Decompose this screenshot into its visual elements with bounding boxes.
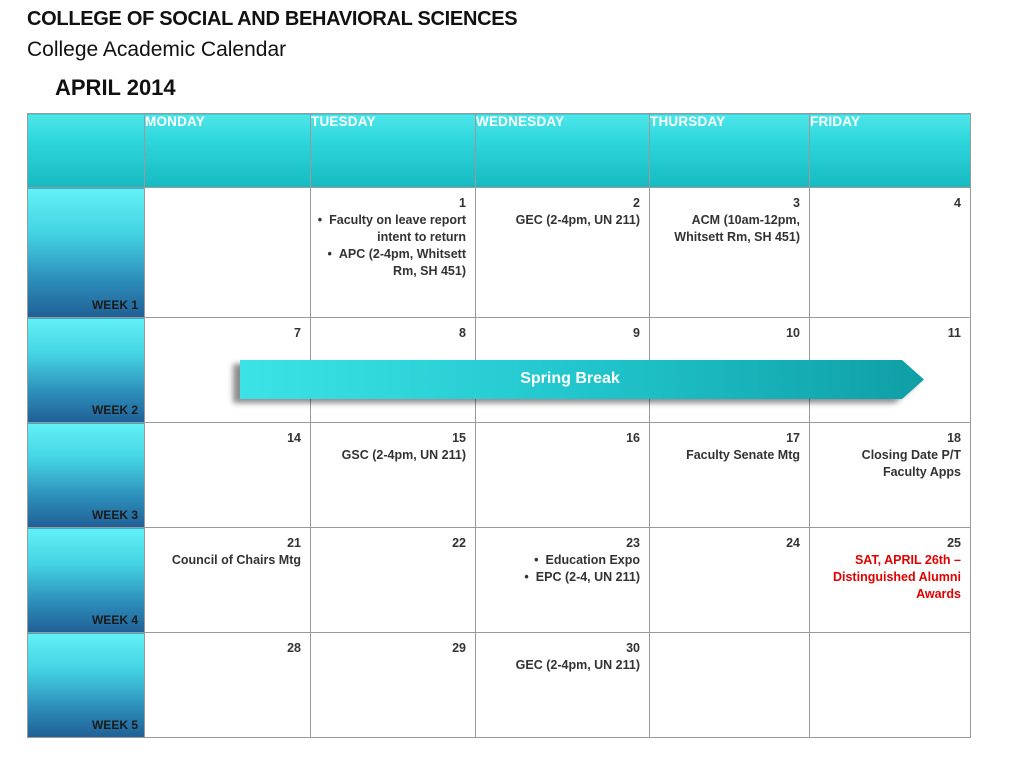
day-number: 25 <box>947 536 961 550</box>
week-label-cell <box>28 528 145 633</box>
day-cell[interactable] <box>311 528 476 633</box>
event-text: APC (2-4pm, Whitsett Rm, SH 451) <box>338 247 466 278</box>
day-number: 23 <box>626 536 640 550</box>
day-cell[interactable] <box>476 423 650 528</box>
event-text: EPC (2-4, UN 211) <box>535 570 640 584</box>
week-label: WEEK 2 <box>91 403 138 417</box>
day-cell[interactable] <box>810 188 971 318</box>
day-cell[interactable] <box>311 633 476 738</box>
alert-event-text: Distinguished Alumni <box>832 570 961 584</box>
day-number: 7 <box>294 326 301 340</box>
event-item <box>317 246 466 280</box>
day-number: 15 <box>452 431 466 445</box>
day-header-thursday: THURSDAY <box>650 114 810 188</box>
day-number: 24 <box>786 536 800 550</box>
day-header-monday: MONDAY <box>145 114 311 188</box>
week-label-cell <box>28 318 145 423</box>
event-item <box>317 212 466 246</box>
day-number: 16 <box>626 431 640 445</box>
week-label: WEEK 1 <box>91 298 138 312</box>
day-number: 14 <box>287 431 301 445</box>
day-cell[interactable] <box>650 423 810 528</box>
day-cell[interactable] <box>476 528 650 633</box>
event-text: Faculty on leave report intent to return <box>329 213 466 244</box>
day-number: 18 <box>947 431 961 445</box>
event-text: Council of Chairs Mtg <box>171 553 301 567</box>
day-number: 29 <box>452 641 466 655</box>
day-cell[interactable] <box>476 633 650 738</box>
week-label-cell <box>28 423 145 528</box>
event-text: Faculty Apps <box>882 465 961 479</box>
alert-event-text: Awards <box>916 587 961 601</box>
alert-event-text: SAT, APRIL 26th – <box>854 553 961 567</box>
day-cell[interactable] <box>145 633 311 738</box>
day-number: 17 <box>786 431 800 445</box>
week-row <box>28 528 971 633</box>
event-text: GSC (2-4pm, UN 211) <box>341 448 466 462</box>
bullet-icon: • <box>327 247 332 261</box>
day-number: 10 <box>786 326 800 340</box>
day-number: 21 <box>287 536 301 550</box>
day-number: 4 <box>954 196 961 210</box>
week-row <box>28 633 971 738</box>
day-header-row <box>28 114 971 188</box>
bullet-icon: • <box>317 213 323 227</box>
event-item <box>482 552 640 569</box>
bullet-icon: • <box>524 570 529 584</box>
day-number: 22 <box>452 536 466 550</box>
day-cell[interactable] <box>476 188 650 318</box>
week-label-cell <box>28 633 145 738</box>
day-number: 30 <box>626 641 640 655</box>
week-label: WEEK 4 <box>91 613 138 627</box>
calendar-grid <box>27 113 970 737</box>
day-cell[interactable] <box>650 528 810 633</box>
day-cell[interactable] <box>145 188 311 318</box>
day-cell[interactable] <box>311 188 476 318</box>
event-text: Whitsett Rm, SH 451) <box>674 230 800 244</box>
day-cell[interactable] <box>810 528 971 633</box>
event-text: GEC (2-4pm, UN 211) <box>515 658 640 672</box>
week-row <box>28 423 971 528</box>
day-number: 9 <box>633 326 640 340</box>
day-number: 3 <box>793 196 800 210</box>
event-item <box>482 569 640 586</box>
day-header-wednesday: WEDNESDAY <box>476 114 650 188</box>
day-cell[interactable] <box>650 188 810 318</box>
day-number: 2 <box>633 196 640 210</box>
day-cell[interactable] <box>145 423 311 528</box>
week-label-cell <box>28 188 145 318</box>
event-text: Faculty Senate Mtg <box>686 448 800 462</box>
day-cell[interactable] <box>810 633 971 738</box>
event-text: ACM (10am-12pm, <box>691 213 800 227</box>
week-row <box>28 188 971 318</box>
header-corner <box>28 114 145 188</box>
event-text: GEC (2-4pm, UN 211) <box>515 213 640 227</box>
day-number: 1 <box>459 196 466 210</box>
event-text: Education Expo <box>545 553 640 567</box>
spring-break-banner <box>240 360 930 399</box>
day-header-friday: FRIDAY <box>810 114 971 188</box>
day-number: 11 <box>947 326 961 340</box>
day-cell[interactable] <box>311 423 476 528</box>
calendar-subtitle: College Academic Calendar <box>27 38 287 61</box>
day-cell[interactable] <box>145 528 311 633</box>
day-cell[interactable] <box>650 633 810 738</box>
spring-break-label: Spring Break <box>520 370 620 387</box>
day-number: 8 <box>459 326 466 340</box>
month-title: APRIL 2014 <box>55 75 176 100</box>
week-label: WEEK 5 <box>91 718 138 732</box>
college-title: COLLEGE OF SOCIAL AND BEHAVIORAL SCIENCES <box>27 8 518 30</box>
week-label: WEEK 3 <box>91 508 138 522</box>
day-cell[interactable] <box>810 423 971 528</box>
day-header-tuesday: TUESDAY <box>311 114 476 188</box>
bullet-icon: • <box>534 553 539 567</box>
day-number: 28 <box>287 641 301 655</box>
event-text: Closing Date P/T <box>861 448 961 462</box>
